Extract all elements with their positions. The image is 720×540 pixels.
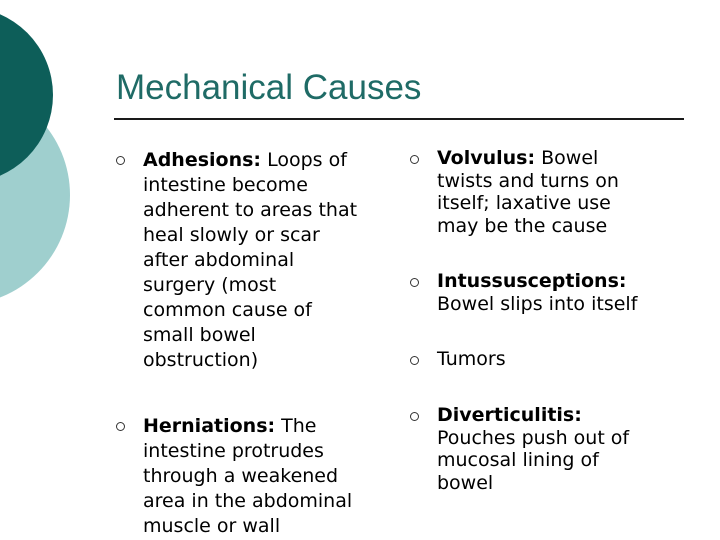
item-text: itself; laxative use (437, 192, 611, 214)
item-text: mucosal lining of (437, 449, 599, 471)
item-text: surgery (most (143, 274, 277, 296)
term-label: Volvulus: (437, 147, 536, 169)
item-text: small bowel (143, 324, 256, 346)
item-text: Bowel (535, 147, 599, 169)
item-text: Loops of (261, 149, 347, 171)
item-text: bowel (437, 471, 494, 494)
decorative-circles (0, 0, 80, 300)
item-text: intestine protrudes (143, 440, 324, 462)
page-title: Mechanical Causes (116, 68, 422, 107)
title-divider (114, 118, 684, 120)
term-label: Intussusceptions: (437, 270, 627, 292)
item-text: obstruction) (143, 349, 259, 371)
bullet-icon (116, 156, 125, 165)
bullet-icon (410, 155, 419, 164)
bullet-icon (410, 412, 419, 421)
item-text: intestine become (143, 174, 308, 196)
item-text: Pouches push out of (437, 426, 630, 449)
item-text: after abdominal (143, 249, 295, 271)
item-text: muscle or wall (143, 515, 281, 537)
item-text: area in the abdominal (143, 490, 353, 512)
item-text: common cause of (143, 299, 312, 321)
item-text: Bowel slips into itself (437, 292, 638, 315)
item-text: twists and turns on (437, 169, 619, 192)
term-label: Herniations: (143, 415, 276, 437)
item-text: Tumors (437, 348, 506, 370)
item-text: The (275, 415, 317, 437)
bullet-icon (116, 422, 125, 431)
item-text: adherent to areas that (143, 199, 358, 221)
item-text: may be the cause (437, 214, 608, 237)
bullet-icon (410, 278, 419, 287)
bullet-icon (410, 356, 419, 365)
item-text: through a weakened (143, 465, 339, 487)
term-label: Adhesions: (143, 149, 262, 171)
term-label: Diverticulitis: (437, 404, 582, 426)
item-text: heal slowly or scar (143, 224, 320, 246)
